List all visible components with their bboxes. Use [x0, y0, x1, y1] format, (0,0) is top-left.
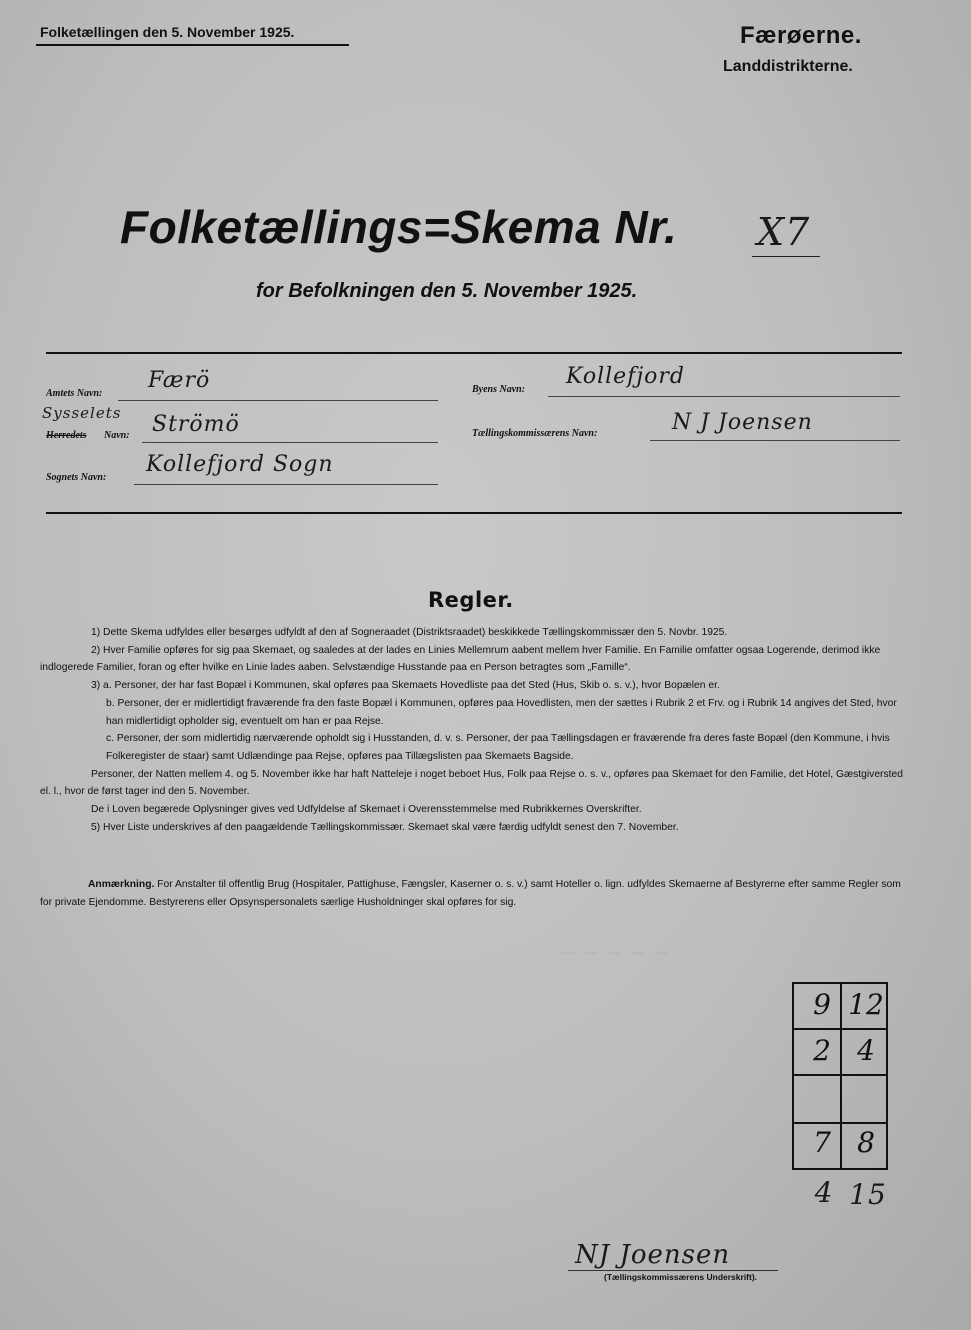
herred-struck-label: Herredets — [46, 430, 87, 441]
sogn-value: Kollefjord Sogn — [146, 452, 334, 477]
annotation-label: Anmærkning. — [88, 879, 155, 890]
rule-4b: De i Loven begærede Oplysninger gives ved Udfyldelse af Skemaet i Overensstemmelse med Rubrikkernes Overskrifter. — [91, 804, 642, 816]
signature-handwritten: NJ Joensen — [575, 1240, 731, 1270]
tally-row-line — [794, 1028, 886, 1030]
rules-list — [40, 624, 910, 836]
tally-row1-right: 12 — [848, 988, 884, 1021]
by-value: Kollefjord — [566, 364, 685, 389]
rule-4: Personer, der Natten mellem 4. og 5. November ikke har haft Natteleje i noget beboet Hus, Folk paa Rejse o. s. v., opføres paa Skemaet for den Familie, det Hotel, Gæstgiversted el. l., hvor de først tager ind den 5. November. — [40, 768, 903, 798]
bottom-divider — [46, 512, 902, 514]
tally-row1-left: 9 — [813, 988, 831, 1021]
district-type: Landdistrikterne. — [723, 58, 853, 75]
tally-row4-left: 7 — [813, 1126, 831, 1159]
tally-row2-right: 4 — [857, 1034, 875, 1067]
top-divider — [46, 352, 902, 354]
tally-box — [792, 982, 888, 1170]
form-subtitle: for Befolkningen den 5. November 1925. — [256, 280, 638, 302]
tally-row2-left: 2 — [813, 1034, 831, 1067]
census-date-header: Folketællingen den 5. November 1925. — [40, 24, 295, 40]
tally-total-left: 4 — [814, 1176, 834, 1209]
rules-heading: Regler. — [428, 588, 514, 612]
rule-2: 2) Hver Familie opføres for sig paa Skemaet, og saaledes at der lades en Linies Mellemrum aabent mellem hver Familie. En Familie omfatter ogsaa Logerende, derimod ikke indlogerede Familier, foran og efter hvilke en Linie lades aaben. Selvstændige Husstande paa en Person betragtes som „Famille“. — [40, 644, 881, 674]
signature-caption: (Tællingskommissærens Underskrift). — [604, 1272, 758, 1282]
signature-line — [568, 1270, 778, 1271]
annotation-block — [40, 876, 910, 911]
kommissaer-label: Tællingskommissærens Navn: — [472, 428, 598, 439]
rule-1: 1) Dette Skema udfyldes eller besørges udfyldt af den af Sogneraadet (Distriktsraadet) beskikkede Tællingskommissær den 5. Novbr. 1925. — [91, 627, 728, 638]
rule-3c: c. Personer, der som midlertidig nærværende opholdt sig i Husstanden, d. v. s. Personer, der paa Tællingsdagen er fraværende fra deres faste Bopæl (den Kommune, i hvis Folkeregister de staar) samt Udlændinge paa Rejse, opføres paa Tillægslisten paa Skemaets Bagside. — [106, 733, 890, 762]
herred-label: Navn: — [104, 430, 130, 441]
amt-value: Færö — [148, 368, 211, 393]
form-number-line — [752, 256, 820, 257]
tally-row4-right: 8 — [857, 1126, 875, 1159]
by-line — [548, 396, 900, 397]
herred-value: Strömö — [152, 412, 240, 437]
tally-row-line — [794, 1122, 886, 1124]
annotation-text — [40, 876, 910, 911]
kommissaer-value: N J Joensen — [672, 410, 813, 435]
region-title: Færøerne. — [740, 22, 862, 49]
annotation-body: For Anstalter til offentlig Brug (Hospitaler, Pattighuse, Fængsler, Kaserner o. s. v.) samt Hoteller o. lign. udfyldes Skemaerne af Bestyrerne efter samme Regler som for private Ejendomme. Bestyrerens eller Opsynspersonalets særlige Husholdninger skal opføres for sig. — [40, 879, 901, 908]
herred-line — [142, 442, 438, 443]
form-number-handwritten: X7 — [757, 210, 811, 254]
rule-5: 5) Hver Liste underskrives af den paagældende Tællingskommissær. Skemaet skal være færdig udfyldt senest den 7. November. — [91, 821, 679, 833]
header-underline — [36, 44, 349, 46]
amt-label: Amtets Navn: — [46, 388, 103, 399]
sogn-line — [134, 484, 438, 485]
kommissaer-line — [650, 440, 900, 441]
tally-row-line — [794, 1074, 886, 1076]
amt-line — [118, 400, 438, 401]
bleed-through-marks: ~ ~ ~ ~ ~ — [560, 940, 670, 964]
form-title: Folketællings=Skema Nr. — [120, 201, 678, 253]
rule-3a: 3) a. Personer, der har fast Bopæl i Kommunen, skal opføres paa Skemaets Hovedliste paa det Sted (Hus, Skib o. s. v.), hvor Bopælen er. — [91, 680, 720, 692]
rule-3b: b. Personer, der er midlertidigt fraværende fra den faste Bopæl i Kommunen, opføres paa Hovedlisten, men der sættes i Rubrik 2 et Frv. og i Rubrik 14 angives det Sted, hvor han midlertidigt opholder sig, eventuelt om han er paa Rejse. — [106, 697, 897, 727]
by-label: Byens Navn: — [472, 384, 526, 395]
sogn-label: Sognets Navn: — [46, 472, 107, 483]
syssel-handwritten-label: Sysselets — [42, 404, 122, 422]
tally-total-right: 15 — [849, 1178, 887, 1211]
